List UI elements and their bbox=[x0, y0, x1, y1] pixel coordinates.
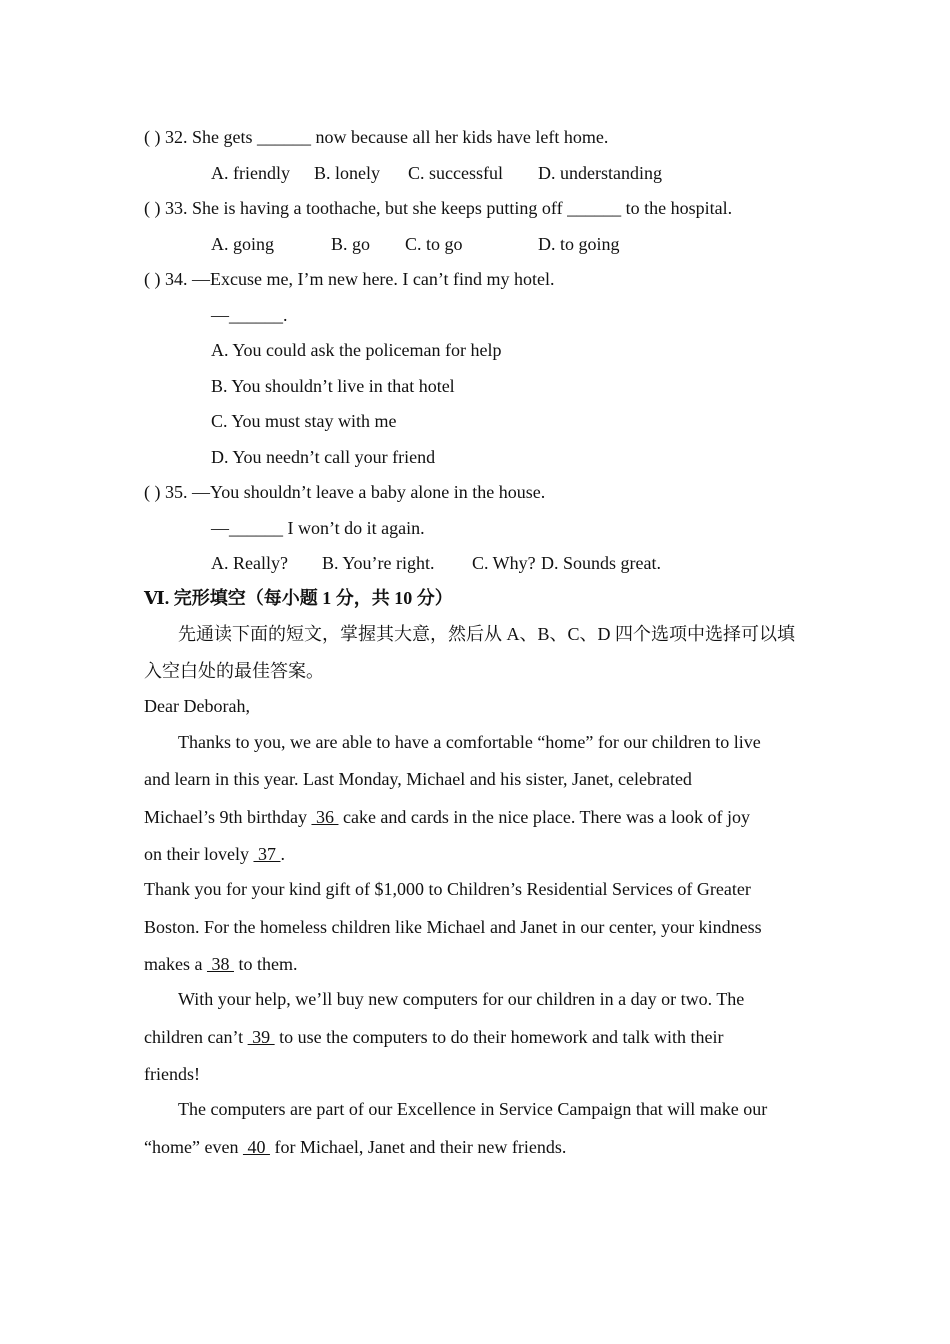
question-stem: She gets ______ now because all her kids have left home. bbox=[192, 127, 609, 147]
salutation: Dear Deborah, bbox=[144, 696, 250, 716]
option-c: C. You must stay with me bbox=[211, 411, 397, 431]
question-32 bbox=[144, 126, 608, 148]
passage-line: Boston. For the homeless children like Michael and Janet in our center, your kindness bbox=[144, 917, 762, 937]
option-b: B. You’re right. bbox=[322, 553, 435, 573]
blank-39: 39 bbox=[247, 1027, 275, 1047]
option-c: C. Why? bbox=[472, 553, 536, 573]
passage-line: and learn in this year. Last Monday, Michael and his sister, Janet, celebrated bbox=[144, 769, 692, 789]
question-33 bbox=[144, 197, 732, 219]
option-a: A. You could ask the policeman for help bbox=[211, 340, 502, 360]
option-b: B. go bbox=[331, 234, 371, 254]
text-span: Michael’s 9th birthday bbox=[144, 807, 312, 827]
text-span: to them. bbox=[233, 954, 298, 974]
option-c: C. to go bbox=[405, 234, 463, 254]
text-span: . bbox=[280, 844, 285, 864]
passage-line bbox=[144, 1136, 566, 1158]
reply-line: —______. bbox=[211, 305, 288, 325]
question-stem: —You shouldn’t leave a baby alone in the house. bbox=[192, 482, 546, 502]
question-stem: She is having a toothache, but she keeps putting off ______ to the hospital. bbox=[192, 198, 733, 218]
text-span: makes a bbox=[144, 954, 207, 974]
option-b: B. You shouldn’t live in that hotel bbox=[211, 376, 455, 396]
passage-line: With your help, we’ll buy new computers for our children in a day or two. The bbox=[178, 989, 745, 1009]
option-d: D. to going bbox=[538, 234, 620, 254]
section-instruction: 入空白处的最佳答案。 bbox=[144, 661, 324, 681]
passage-line: Thank you for your kind gift of $1,000 to Children’s Residential Services of Greater bbox=[144, 879, 751, 899]
passage-line bbox=[144, 953, 297, 975]
question-number: ( ) 34. bbox=[144, 269, 188, 289]
passage-line bbox=[144, 1026, 724, 1048]
option-b: B. lonely bbox=[314, 163, 380, 183]
question-34 bbox=[144, 268, 555, 290]
option-d: D. You needn’t call your friend bbox=[211, 447, 436, 467]
text-span: “home” even bbox=[144, 1137, 243, 1157]
option-a: A. going bbox=[211, 234, 274, 254]
question-number: ( ) 33. bbox=[144, 198, 188, 218]
option-a: A. Really? bbox=[211, 553, 288, 573]
text-span: cake and cards in the nice place. There was a look of joy bbox=[338, 807, 750, 827]
option-d: D. Sounds great. bbox=[541, 553, 661, 573]
blank-37: 37 bbox=[253, 844, 281, 864]
passage-line: friends! bbox=[144, 1064, 200, 1084]
option-c: C. successful bbox=[408, 163, 503, 183]
section-title: Ⅵ. 完形填空（每小题 1 分，共 10 分） bbox=[144, 588, 453, 608]
blank-38: 38 bbox=[206, 954, 234, 974]
question-number: ( ) 32. bbox=[144, 127, 188, 147]
option-d: D. understanding bbox=[538, 163, 662, 183]
reply-line: —______ I won’t do it again. bbox=[211, 518, 425, 538]
passage-line bbox=[144, 843, 285, 865]
question-stem: —Excuse me, I’m new here. I can’t find my hotel. bbox=[192, 269, 555, 289]
text-span: on their lovely bbox=[144, 844, 254, 864]
text-span: for Michael, Janet and their new friends. bbox=[269, 1137, 567, 1157]
section-instruction: 先通读下面的短文，掌握其大意，然后从 A、B、C、D 四个选项中选择可以填 bbox=[178, 624, 796, 644]
passage-line: Thanks to you, we are able to have a comfortable “home” for our children to live bbox=[178, 732, 761, 752]
passage-line bbox=[144, 806, 750, 828]
option-a: A. friendly bbox=[211, 163, 290, 183]
passage-line: The computers are part of our Excellence in Service Campaign that will make our bbox=[178, 1099, 768, 1119]
text-span: to use the computers to do their homework and talk with their bbox=[274, 1027, 724, 1047]
question-number: ( ) 35. bbox=[144, 482, 188, 502]
text-span: children can’t bbox=[144, 1027, 248, 1047]
blank-36: 36 bbox=[311, 807, 339, 827]
blank-40: 40 bbox=[242, 1137, 270, 1157]
question-35 bbox=[144, 481, 545, 503]
